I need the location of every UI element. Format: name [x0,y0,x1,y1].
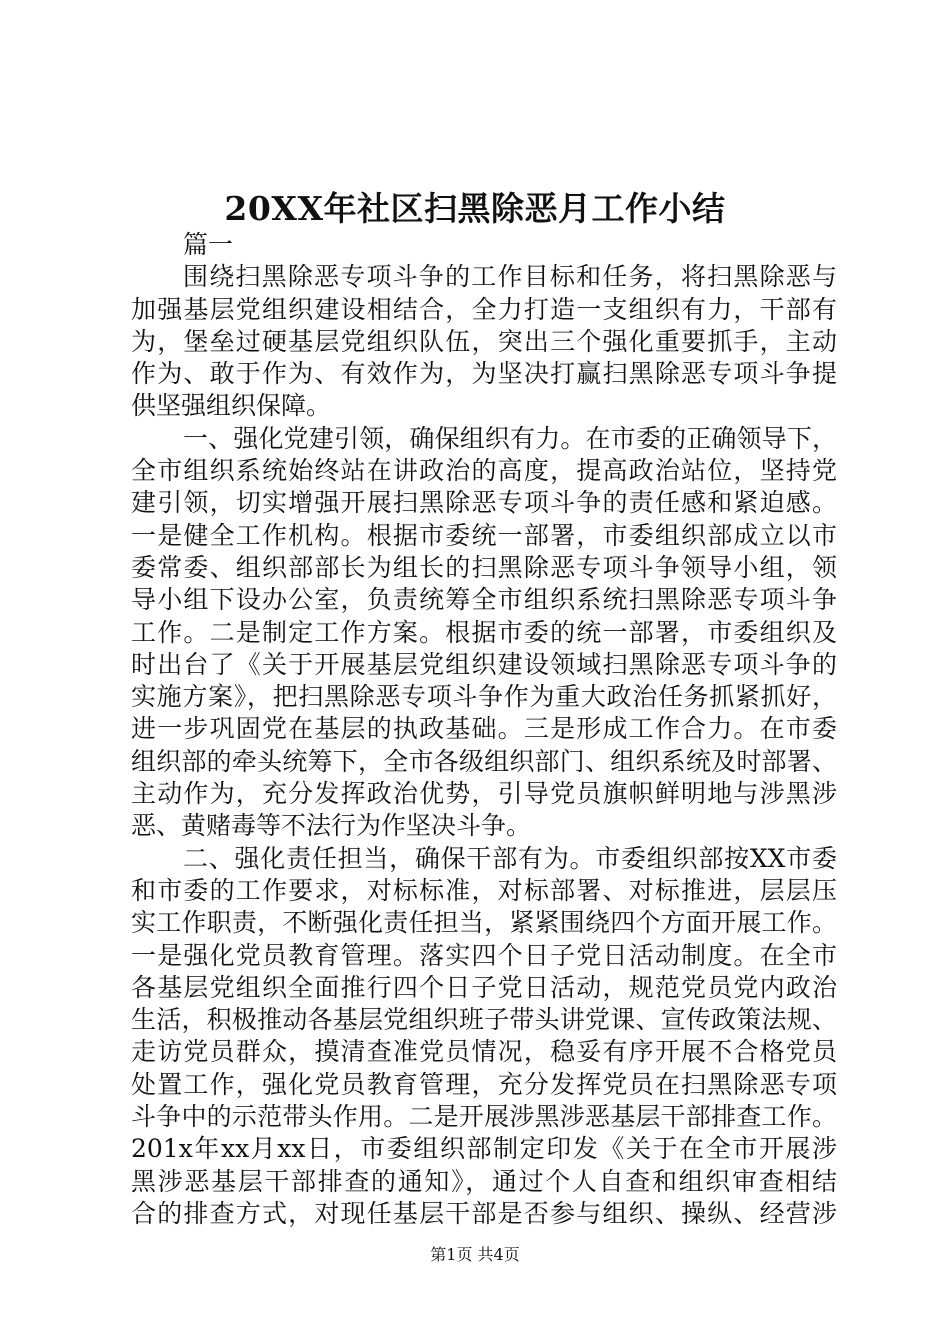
body-text-line: 二、强化责任担当，确保干部有为。市委组织部按XX市委 [183,843,837,873]
body-text-line: 为，堡垒过硬基层党组织队伍，突出三个强化重要抓手，主动 [131,326,837,356]
body-text-line: 供坚强组织保障。 [131,391,332,421]
body-text-line: 生活，积极推动各基层党组织班子带头讲党课、宣传政策法规、 [131,1005,837,1035]
page-number-footer: 第1页 共4页 [430,1245,520,1264]
body-text-line: 合的排查方式，对现任基层干部是否参与组织、操纵、经营涉 [131,1198,837,1228]
body-text-line: 恶、黄赌毒等不法行为作坚决斗争。 [131,811,532,841]
body-text-line: 全市组织系统始终站在讲政治的高度，提高政治站位，坚持党 [131,456,837,486]
body-text-line: 组织部的牵头统筹下，全市各级组织部门、组织系统及时部署、 [131,746,837,776]
body-text-line: 主动作为，充分发挥政治优势，引导党员旗帜鲜明地与涉黑涉 [131,779,837,809]
body-text-line: 建引领，切实增强开展扫黑除恶专项斗争的责任感和紧迫感。 [131,488,837,518]
body-text-line: 201x年xx月xx日，市委组织部制定印发《关于在全市开展涉 [131,1134,837,1164]
body-text-line: 委常委、组织部部长为组长的扫黑除恶专项斗争领导小组，领 [131,552,837,582]
body-text-line: 一、强化党建引领，确保组织有力。在市委的正确领导下， [183,423,837,453]
body-text-line: 作为、敢于作为、有效作为，为坚决打赢扫黑除恶专项斗争提 [131,359,837,389]
body-text-line: 斗争中的示范带头作用。二是开展涉黑涉恶基层干部排查工作。 [131,1102,837,1132]
body-text-line: 各基层党组织全面推行四个日子党日活动，规范党员党内政治 [131,972,837,1002]
body-text-line: 加强基层党组织建设相结合，全力打造一支组织有力，干部有 [131,294,837,324]
body-text-line: 一是健全工作机构。根据市委统一部署，市委组织部成立以市 [131,520,837,550]
document-title: 20XX年社区扫黑除恶月工作小结 [224,189,726,228]
body-text-line: 黑涉恶基层干部排查的通知》，通过个人自查和组织审查相结 [131,1166,837,1196]
body-text-line: 围绕扫黑除恶专项斗争的工作目标和任务，将扫黑除恶与 [183,262,837,292]
body-text-line: 进一步巩固党在基层的执政基础。三是形成工作合力。在市委 [131,714,837,744]
body-text-line: 一是强化党员教育管理。落实四个日子党日活动制度。在全市 [131,940,837,970]
body-text-line: 实施方案》，把扫黑除恶专项斗争作为重大政治任务抓紧抓好， [131,682,837,712]
body-text-line: 篇一 [183,230,234,259]
body-text-line: 时出台了《关于开展基层党组织建设领域扫黑除恶专项斗争的 [131,649,837,679]
document-body [131,229,837,1230]
body-text-line: 走访党员群众，摸清查准党员情况，稳妥有序开展不合格党员 [131,1037,837,1067]
body-text-line: 工作。二是制定工作方案。根据市委的统一部署，市委组织及 [131,617,837,647]
body-text-line: 和市委的工作要求，对标标准，对标部署、对标推进，层层压 [131,875,837,905]
body-text-line: 导小组下设办公室，负责统筹全市组织系统扫黑除恶专项斗争 [131,585,837,615]
body-text-line: 处置工作，强化党员教育管理，充分发挥党员在扫黑除恶专项 [131,1069,837,1099]
body-text-line: 实工作职责，不断强化责任担当，紧紧围绕四个方面开展工作。 [131,908,837,938]
